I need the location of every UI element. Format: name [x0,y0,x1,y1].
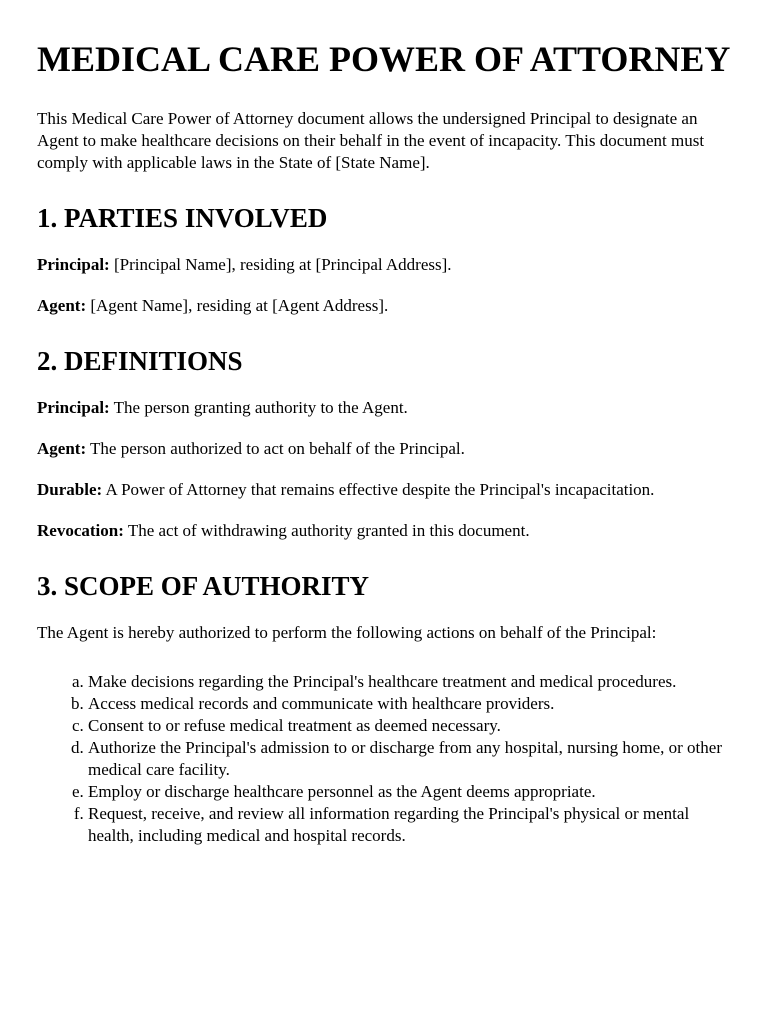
definition-text: The act of withdrawing authority granted in this document. [123,521,530,540]
definition-term: Agent: [37,439,87,458]
party-agent [37,295,733,317]
definition-agent [37,438,733,460]
party-text: [Principal Name], residing at [Principal Address]. [109,255,452,274]
definition-text: The person authorized to act on behalf of the Principal. [86,439,465,458]
authority-list [37,671,733,847]
section-heading-parties: 1. PARTIES INVOLVED [37,203,328,233]
scope-lead-paragraph: The Agent is hereby authorized to perform the following actions on behalf of the Principal: [37,623,657,642]
definition-principal [37,397,733,419]
list-item: d. Authorize the Principal's admission to or discharge from any hospital, nursing home, or other medical care facility. [88,737,733,781]
list-item: c. Consent to or refuse medical treatment as deemed necessary. [88,715,733,737]
definition-text: A Power of Attorney that remains effective despite the Principal's incapacitation. [102,480,655,499]
definition-term: Revocation: [37,521,124,540]
party-term: Agent: [37,296,87,315]
party-text: [Agent Name], residing at [Agent Address]. [86,296,389,315]
document-title: MEDICAL CARE POWER OF ATTORNEY [37,39,731,79]
list-item: e. Employ or discharge healthcare personnel as the Agent deems appropriate. [88,781,733,803]
definition-term: Principal: [37,398,110,417]
definition-durable [37,479,733,501]
party-principal [37,254,733,276]
intro-paragraph: This Medical Care Power of Attorney document allows the undersigned Principal to designate an Agent to make healthcare decisions on their behalf in the event of incapacity. This document must comply with applicable laws in the State of [State Name]. [37,109,705,172]
list-item: b. Access medical records and communicate with healthcare providers. [88,693,733,715]
definition-revocation [37,520,733,542]
section-heading-definitions: 2. DEFINITIONS [37,346,243,376]
party-term: Principal: [37,255,110,274]
list-item: a. Make decisions regarding the Principal's healthcare treatment and medical procedures. [88,671,733,693]
list-item: f. Request, receive, and review all information regarding the Principal's physical or mental health, including medical and hospital records. [88,803,733,847]
section-heading-scope: 3. SCOPE OF AUTHORITY [37,571,370,601]
definition-text: The person granting authority to the Agent. [109,398,408,417]
definition-term: Durable: [37,480,103,499]
